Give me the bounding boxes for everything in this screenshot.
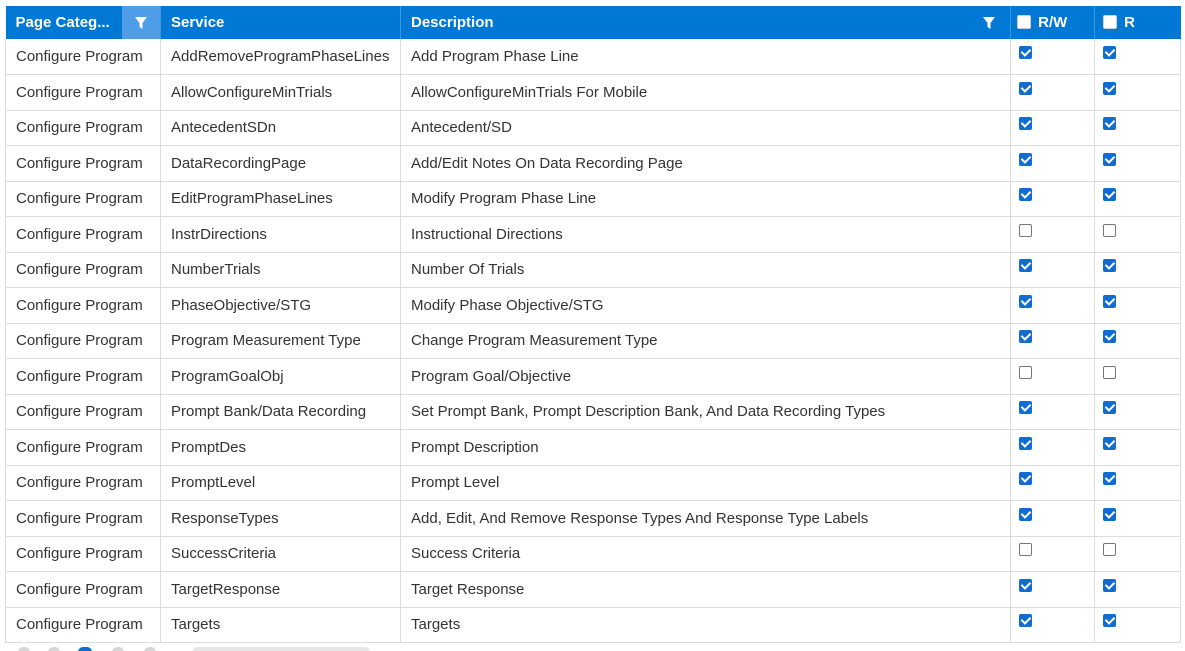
- pager-control[interactable]: [112, 647, 124, 651]
- cell-description: Antecedent/SD: [401, 110, 1011, 146]
- cell-service: ResponseTypes: [161, 501, 401, 537]
- column-header-label: Description: [411, 14, 494, 32]
- cell-rw: [1011, 536, 1095, 572]
- rw-checkbox[interactable]: [1019, 508, 1032, 521]
- pager-current-page[interactable]: [78, 647, 92, 651]
- cell-r: [1095, 536, 1181, 572]
- table-row[interactable]: [6, 536, 1181, 572]
- table-row[interactable]: [6, 394, 1181, 430]
- r-checkbox[interactable]: [1103, 472, 1116, 485]
- cell-category: Configure Program: [6, 110, 161, 146]
- cell-rw: [1011, 75, 1095, 111]
- cell-description: Change Program Measurement Type: [401, 323, 1011, 359]
- table-row[interactable]: [6, 110, 1181, 146]
- cell-description: Program Goal/Objective: [401, 359, 1011, 395]
- cell-description: Add Program Phase Line: [401, 39, 1011, 75]
- cell-category: Configure Program: [6, 501, 161, 537]
- cell-category: Configure Program: [6, 359, 161, 395]
- rw-checkbox[interactable]: [1019, 188, 1032, 201]
- cell-service: EditProgramPhaseLines: [161, 181, 401, 217]
- rw-checkbox[interactable]: [1019, 579, 1032, 592]
- column-header-label: R: [1124, 14, 1136, 32]
- table-row[interactable]: [6, 217, 1181, 253]
- table-row[interactable]: [6, 288, 1181, 324]
- cell-r: [1095, 501, 1181, 537]
- r-checkbox[interactable]: [1103, 437, 1116, 450]
- column-header-r[interactable]: [1095, 6, 1181, 39]
- rw-checkbox[interactable]: [1019, 401, 1032, 414]
- table-row[interactable]: [6, 39, 1181, 75]
- cell-r: [1095, 217, 1181, 253]
- cell-r: [1095, 394, 1181, 430]
- cell-service: Prompt Bank/Data Recording: [161, 394, 401, 430]
- r-checkbox[interactable]: [1103, 614, 1116, 627]
- rw-checkbox[interactable]: [1019, 117, 1032, 130]
- cell-category: Configure Program: [6, 181, 161, 217]
- cell-rw: [1011, 146, 1095, 182]
- cell-rw: [1011, 394, 1095, 430]
- r-checkbox[interactable]: [1103, 259, 1116, 272]
- cell-category: Configure Program: [6, 252, 161, 288]
- rw-checkbox[interactable]: [1019, 153, 1032, 166]
- cell-description: AllowConfigureMinTrials For Mobile: [401, 75, 1011, 111]
- r-checkbox[interactable]: [1103, 188, 1116, 201]
- pager-control[interactable]: [18, 647, 30, 651]
- cell-r: [1095, 181, 1181, 217]
- cell-service: DataRecordingPage: [161, 146, 401, 182]
- cell-rw: [1011, 572, 1095, 608]
- cell-service: PhaseObjective/STG: [161, 288, 401, 324]
- r-checkbox[interactable]: [1103, 401, 1116, 414]
- table-row[interactable]: [6, 323, 1181, 359]
- cell-description: Modify Program Phase Line: [401, 181, 1011, 217]
- column-header-label: Page Categ...: [15, 14, 110, 32]
- cell-r: [1095, 359, 1181, 395]
- cell-r: [1095, 607, 1181, 643]
- column-header-page-category[interactable]: [6, 6, 161, 39]
- cell-description: Set Prompt Bank, Prompt Description Bank, And Data Recording Types: [401, 394, 1011, 430]
- filter-icon: [134, 16, 148, 30]
- cell-service: NumberTrials: [161, 252, 401, 288]
- rw-checkbox[interactable]: [1019, 46, 1032, 59]
- table-row[interactable]: [6, 359, 1181, 395]
- cell-r: [1095, 465, 1181, 501]
- cell-service: PromptDes: [161, 430, 401, 466]
- column-header-service[interactable]: [161, 6, 401, 39]
- rw-checkbox[interactable]: [1019, 295, 1032, 308]
- cell-rw: [1011, 217, 1095, 253]
- r-checkbox[interactable]: [1103, 82, 1116, 95]
- select-all-rw-checkbox[interactable]: [1017, 15, 1031, 29]
- cell-service: SuccessCriteria: [161, 536, 401, 572]
- cell-category: Configure Program: [6, 75, 161, 111]
- column-header-label: R/W: [1038, 14, 1068, 32]
- cell-r: [1095, 252, 1181, 288]
- cell-category: Configure Program: [6, 217, 161, 253]
- table-row[interactable]: [6, 181, 1181, 217]
- rw-checkbox[interactable]: [1019, 330, 1032, 343]
- r-checkbox[interactable]: [1103, 153, 1116, 166]
- cell-service: AllowConfigureMinTrials: [161, 75, 401, 111]
- cell-category: Configure Program: [6, 146, 161, 182]
- cell-service: InstrDirections: [161, 217, 401, 253]
- cell-description: Prompt Description: [401, 430, 1011, 466]
- cell-category: Configure Program: [6, 323, 161, 359]
- cell-service: AddRemoveProgramPhaseLines: [161, 39, 401, 75]
- r-checkbox[interactable]: [1103, 295, 1116, 308]
- table-row[interactable]: [6, 607, 1181, 643]
- cell-r: [1095, 430, 1181, 466]
- cell-description: Instructional Directions: [401, 217, 1011, 253]
- cell-description: Targets: [401, 607, 1011, 643]
- permissions-grid: [5, 6, 1181, 643]
- r-checkbox[interactable]: [1103, 330, 1116, 343]
- cell-description: Prompt Level: [401, 465, 1011, 501]
- cell-rw: [1011, 501, 1095, 537]
- rw-checkbox[interactable]: [1019, 82, 1032, 95]
- cell-rw: [1011, 465, 1095, 501]
- cell-rw: [1011, 181, 1095, 217]
- category-filter-button[interactable]: [122, 6, 160, 39]
- r-checkbox[interactable]: [1103, 366, 1116, 379]
- cell-r: [1095, 75, 1181, 111]
- cell-r: [1095, 110, 1181, 146]
- description-filter-button[interactable]: [976, 6, 1002, 39]
- cell-description: Success Criteria: [401, 536, 1011, 572]
- pager-control[interactable]: [144, 647, 156, 651]
- cell-service: Program Measurement Type: [161, 323, 401, 359]
- cell-rw: [1011, 430, 1095, 466]
- cell-category: Configure Program: [6, 430, 161, 466]
- table-row[interactable]: [6, 430, 1181, 466]
- table-row[interactable]: [6, 465, 1181, 501]
- cell-r: [1095, 146, 1181, 182]
- cell-service: Targets: [161, 607, 401, 643]
- rw-checkbox[interactable]: [1019, 614, 1032, 627]
- cell-service: TargetResponse: [161, 572, 401, 608]
- cell-description: Number Of Trials: [401, 252, 1011, 288]
- column-header-rw[interactable]: [1011, 6, 1095, 39]
- r-checkbox[interactable]: [1103, 543, 1116, 556]
- cell-rw: [1011, 607, 1095, 643]
- r-checkbox[interactable]: [1103, 46, 1116, 59]
- pager-control[interactable]: [48, 647, 60, 651]
- column-header-label: Service: [171, 14, 225, 32]
- cell-service: AntecedentSDn: [161, 110, 401, 146]
- cell-rw: [1011, 252, 1095, 288]
- rw-checkbox[interactable]: [1019, 366, 1032, 379]
- cell-service: ProgramGoalObj: [161, 359, 401, 395]
- cell-service: PromptLevel: [161, 465, 401, 501]
- cell-category: Configure Program: [6, 572, 161, 608]
- cell-rw: [1011, 39, 1095, 75]
- cell-rw: [1011, 110, 1095, 146]
- r-checkbox[interactable]: [1103, 224, 1116, 237]
- cell-r: [1095, 572, 1181, 608]
- cell-r: [1095, 323, 1181, 359]
- select-all-r-checkbox[interactable]: [1103, 15, 1117, 29]
- cell-r: [1095, 288, 1181, 324]
- cell-description: Add, Edit, And Remove Response Types And Response Type Labels: [401, 501, 1011, 537]
- rw-checkbox[interactable]: [1019, 543, 1032, 556]
- table-row[interactable]: [6, 572, 1181, 608]
- cell-rw: [1011, 288, 1095, 324]
- cell-category: Configure Program: [6, 288, 161, 324]
- r-checkbox[interactable]: [1103, 508, 1116, 521]
- rw-checkbox[interactable]: [1019, 224, 1032, 237]
- rw-checkbox[interactable]: [1019, 437, 1032, 450]
- cell-category: Configure Program: [6, 39, 161, 75]
- cell-rw: [1011, 323, 1095, 359]
- table-row[interactable]: [6, 501, 1181, 537]
- pager-page-size[interactable]: [192, 647, 370, 651]
- cell-description: Target Response: [401, 572, 1011, 608]
- r-checkbox[interactable]: [1103, 117, 1116, 130]
- table-row[interactable]: [6, 252, 1181, 288]
- pager: [0, 645, 1185, 651]
- cell-description: Modify Phase Objective/STG: [401, 288, 1011, 324]
- cell-category: Configure Program: [6, 607, 161, 643]
- column-header-description[interactable]: [401, 6, 1011, 39]
- rw-checkbox[interactable]: [1019, 472, 1032, 485]
- table-row[interactable]: [6, 146, 1181, 182]
- cell-description: Add/Edit Notes On Data Recording Page: [401, 146, 1011, 182]
- grid-header-row: [6, 6, 1181, 39]
- cell-rw: [1011, 359, 1095, 395]
- rw-checkbox[interactable]: [1019, 259, 1032, 272]
- cell-category: Configure Program: [6, 394, 161, 430]
- filter-icon: [982, 16, 996, 30]
- table-row[interactable]: [6, 75, 1181, 111]
- r-checkbox[interactable]: [1103, 579, 1116, 592]
- cell-category: Configure Program: [6, 465, 161, 501]
- cell-r: [1095, 39, 1181, 75]
- grid-body: [6, 39, 1181, 643]
- cell-category: Configure Program: [6, 536, 161, 572]
